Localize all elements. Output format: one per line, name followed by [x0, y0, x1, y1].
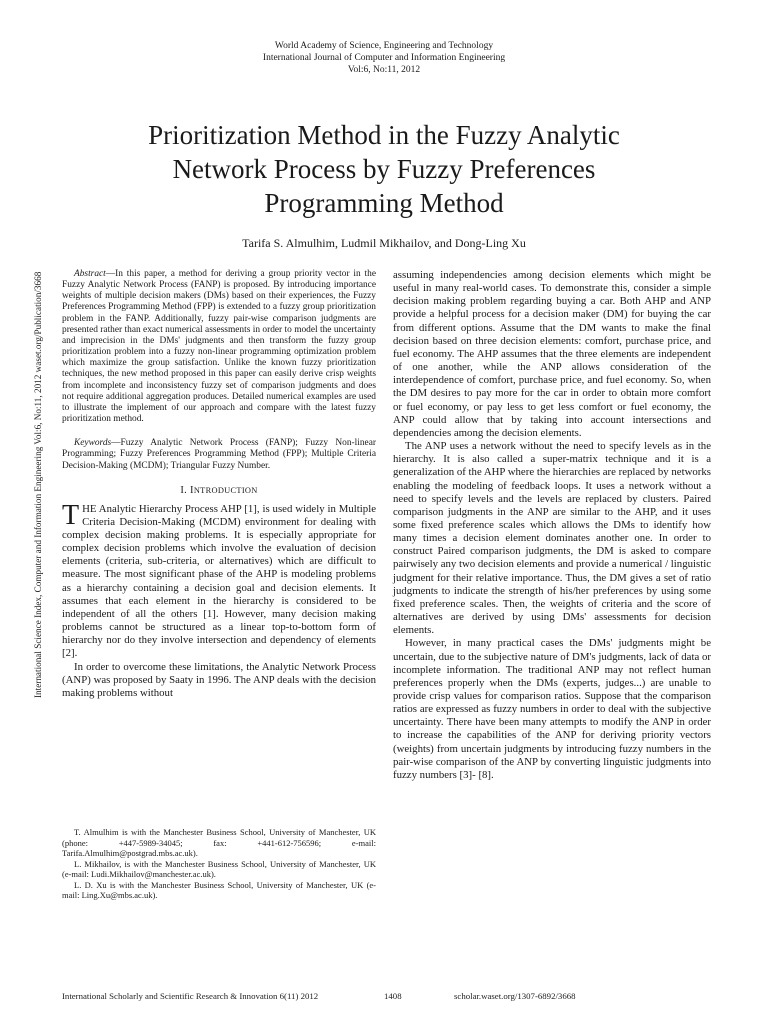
keywords-text: Fuzzy Analytic Network Process (FANP); Fuzzy Non-linear Programming; Fuzzy Preferences Programming Method (FPP); Multiple Criteria Decision-Making (MCDM); Triangular Fuzzy Number. [62, 438, 376, 471]
intro-paragraph-2: In order to overcome these limitations, the Analytic Network Process (ANP) was proposed by Saaty in 1996. The ANP deals with the decision making problems without [62, 660, 376, 699]
abstract [62, 269, 376, 425]
footer-url[interactable]: scholar.waset.org/1307-6892/3668 [454, 991, 576, 1001]
section-first-letter: I [190, 484, 194, 496]
side-publication-info: International Science Index, Computer and Information Engineering Vol:6, No:11, 2012 waset.org/Publication/3668 [33, 271, 43, 698]
author-list: Tarifa S. Almulhim, Ludmil Mikhailov, and Dong-Ling Xu [242, 236, 526, 250]
page-number: 1408 [384, 991, 402, 1001]
left-column [62, 269, 376, 700]
intro-paragraph-1: HE Analytic Hierarchy Process AHP [1], is used widely in Multiple Criteria Decision-Making (MCDM) environment for dealing with complex decision making problems. It is especially appropriate for complex decision problems which involve the evaluation of decision elements (criteria, sub-criteria, or alternatives) which are difficult to measure. The most significant phase of the AHP is modeling problems as a hierarchy containing a decision goal and decision elements. It assumes that each element in the hierarchy is considered to be independent of all the others [1]. However, many decision making problems cannot be structured as a linear top-to-bottom form of hierarchy nor do they involve intersection and dependency of elements [2]. [62, 502, 376, 660]
title-line-1: Prioritization Method in the Fuzzy Analytic [148, 120, 620, 150]
right-column [393, 269, 711, 782]
paper-title [60, 118, 708, 220]
right-paragraph-0: assuming independencies among decision elements which might be useful in many real-world cases. To demonstrate this, consider a simple decision making problem regarding buying a car. Both AHP and ANP provide a helpful process for a decision maker (DM) for buying the car from different options. Assume that the DM wants to make the final decision based on three decision elements: comfort, purchase price, and fuel economy. The AHP assumes that the three elements are independent of one another, while the ANP allows consideration of the interdependence of comfort, purchase price, and fuel economy. So, when the DM desires to pay more for the car in order to obtain more comfort or fuel economy, or pay less to get less comfort or fuel economy, the ANP could allow that by taking into account intersections and dependencies among the decision elements. [393, 269, 711, 439]
journal-header [0, 40, 768, 76]
footnote-2: L. Mikhailov, is with the Manchester Business School, University of Manchester, UK (e-mail: Ludi.Mikhailov@manchester.ac.uk). [62, 858, 376, 879]
header-line-2: International Journal of Computer and Information Engineering [262, 53, 506, 63]
footer-publisher: International Scholarly and Scientific Research & Innovation 6(11) 2012 [62, 991, 319, 1001]
abstract-dash: — [105, 269, 116, 279]
section-title-rest: NTRODUCTION [193, 485, 258, 495]
title-line-3: Programming Method [264, 188, 504, 218]
keywords-label: Keywords [74, 438, 112, 449]
introduction-text [62, 499, 376, 700]
right-paragraph-2: However, in many practical cases the DMs' judgments might be uncertain, due to the subjective nature of DM's judgments, lack of data or incomplete information. The traditional ANP may not reflect human preferences properly when the DMs (experts, judges...) are unable to provide crisp values for comparison ratios. Suppose that the comparison ratios are expressed as fuzzy numbers in order to deal with the subjective uncertainty. There have been many attempts to modify the ANP in order to increase the capabilities of the ANP for deriving priority vectors (weights) from uncertain judgments by introducing fuzzy numbers in the pair-wise comparison of the ANP by converting linguistic judgments into fuzzy numbers [3]- [8]. [393, 637, 711, 781]
drop-cap: T [62, 499, 80, 531]
right-paragraph-1: The ANP uses a network without the need to specify levels as in the hierarchy. It is also called a super-matrix technique and it is a generalization of the AHP where the hierarchies are replaced by networks enabling the modeling of feedback loops. It uses a network without a need to specify levels and the levels are replaced by clusters. Paired comparison judgments in the ANP are similar to the AHP, and it uses some fixed preference scales which allows the DMs to identify how many times a decision element dominates another one. In order to construct Paired comparison judgments, the DM is asked to compare pairwisely any two decision elements and provide a numerical / linguistic judgment for their relative importance. Thus, the DM gives a set of ratio judgments to indicate the strength of his/her preferences by using some fixed preference scales. Then, the weights of criteria and the score of alternatives are derived by using DMs' assessments for decision elements. [393, 440, 711, 637]
header-line-1: World Academy of Science, Engineering and Technology [274, 41, 494, 51]
keywords [62, 438, 376, 471]
section-heading-introduction [62, 485, 376, 496]
abstract-text: In this paper, a method for deriving a group priority vector in the Fuzzy Analytic Network Process (FANP) is proposed. By introducing importance weights of multiple decision makers (DMs) based on their experiences, the Fuzzy Preferences Programming Method (FPP) is extended to a fuzzy group prioritization problem in the FANP. Additionally, fuzzy pair-wise comparison judgments are presented rather than exact numerical assessments in order to model the uncertainty and imprecision in the DMs' judgments and then transform the fuzzy group prioritization problem into a fuzzy non-linear programming optimization problem which maximize the group satisfaction. Unlike the known fuzzy prioritization techniques, the new method proposed in this paper can easily derive crisp weights from incomplete and inconsistency fuzzy set of comparison judgments and does not require additional aggregation produces. Detailed numerical examples are used to illustrate the implement of our approach and compare with the latest fuzzy prioritization method. [62, 269, 376, 425]
footnote-3: L. D. Xu is with the Manchester Business School, University of Manchester, UK (e-mail: Ling.Xu@mbs.ac.uk). [62, 879, 376, 900]
header-line-3: Vol:6, No:11, 2012 [347, 65, 421, 75]
keywords-dash: — [111, 438, 121, 449]
footnote-1: T. Almulhim is with the Manchester Business School, University of Manchester, UK (phone: +447-5989-34045; fax: +441-612-756596; e-mail: Tarifa.Almulhim@postgrad.mbs.ac.uk). [62, 827, 376, 858]
author-footnotes [62, 827, 376, 901]
title-line-2: Network Process by Fuzzy Preferences [172, 154, 596, 184]
abstract-label: Abstract [74, 269, 106, 279]
section-numeral: I. [180, 484, 191, 496]
